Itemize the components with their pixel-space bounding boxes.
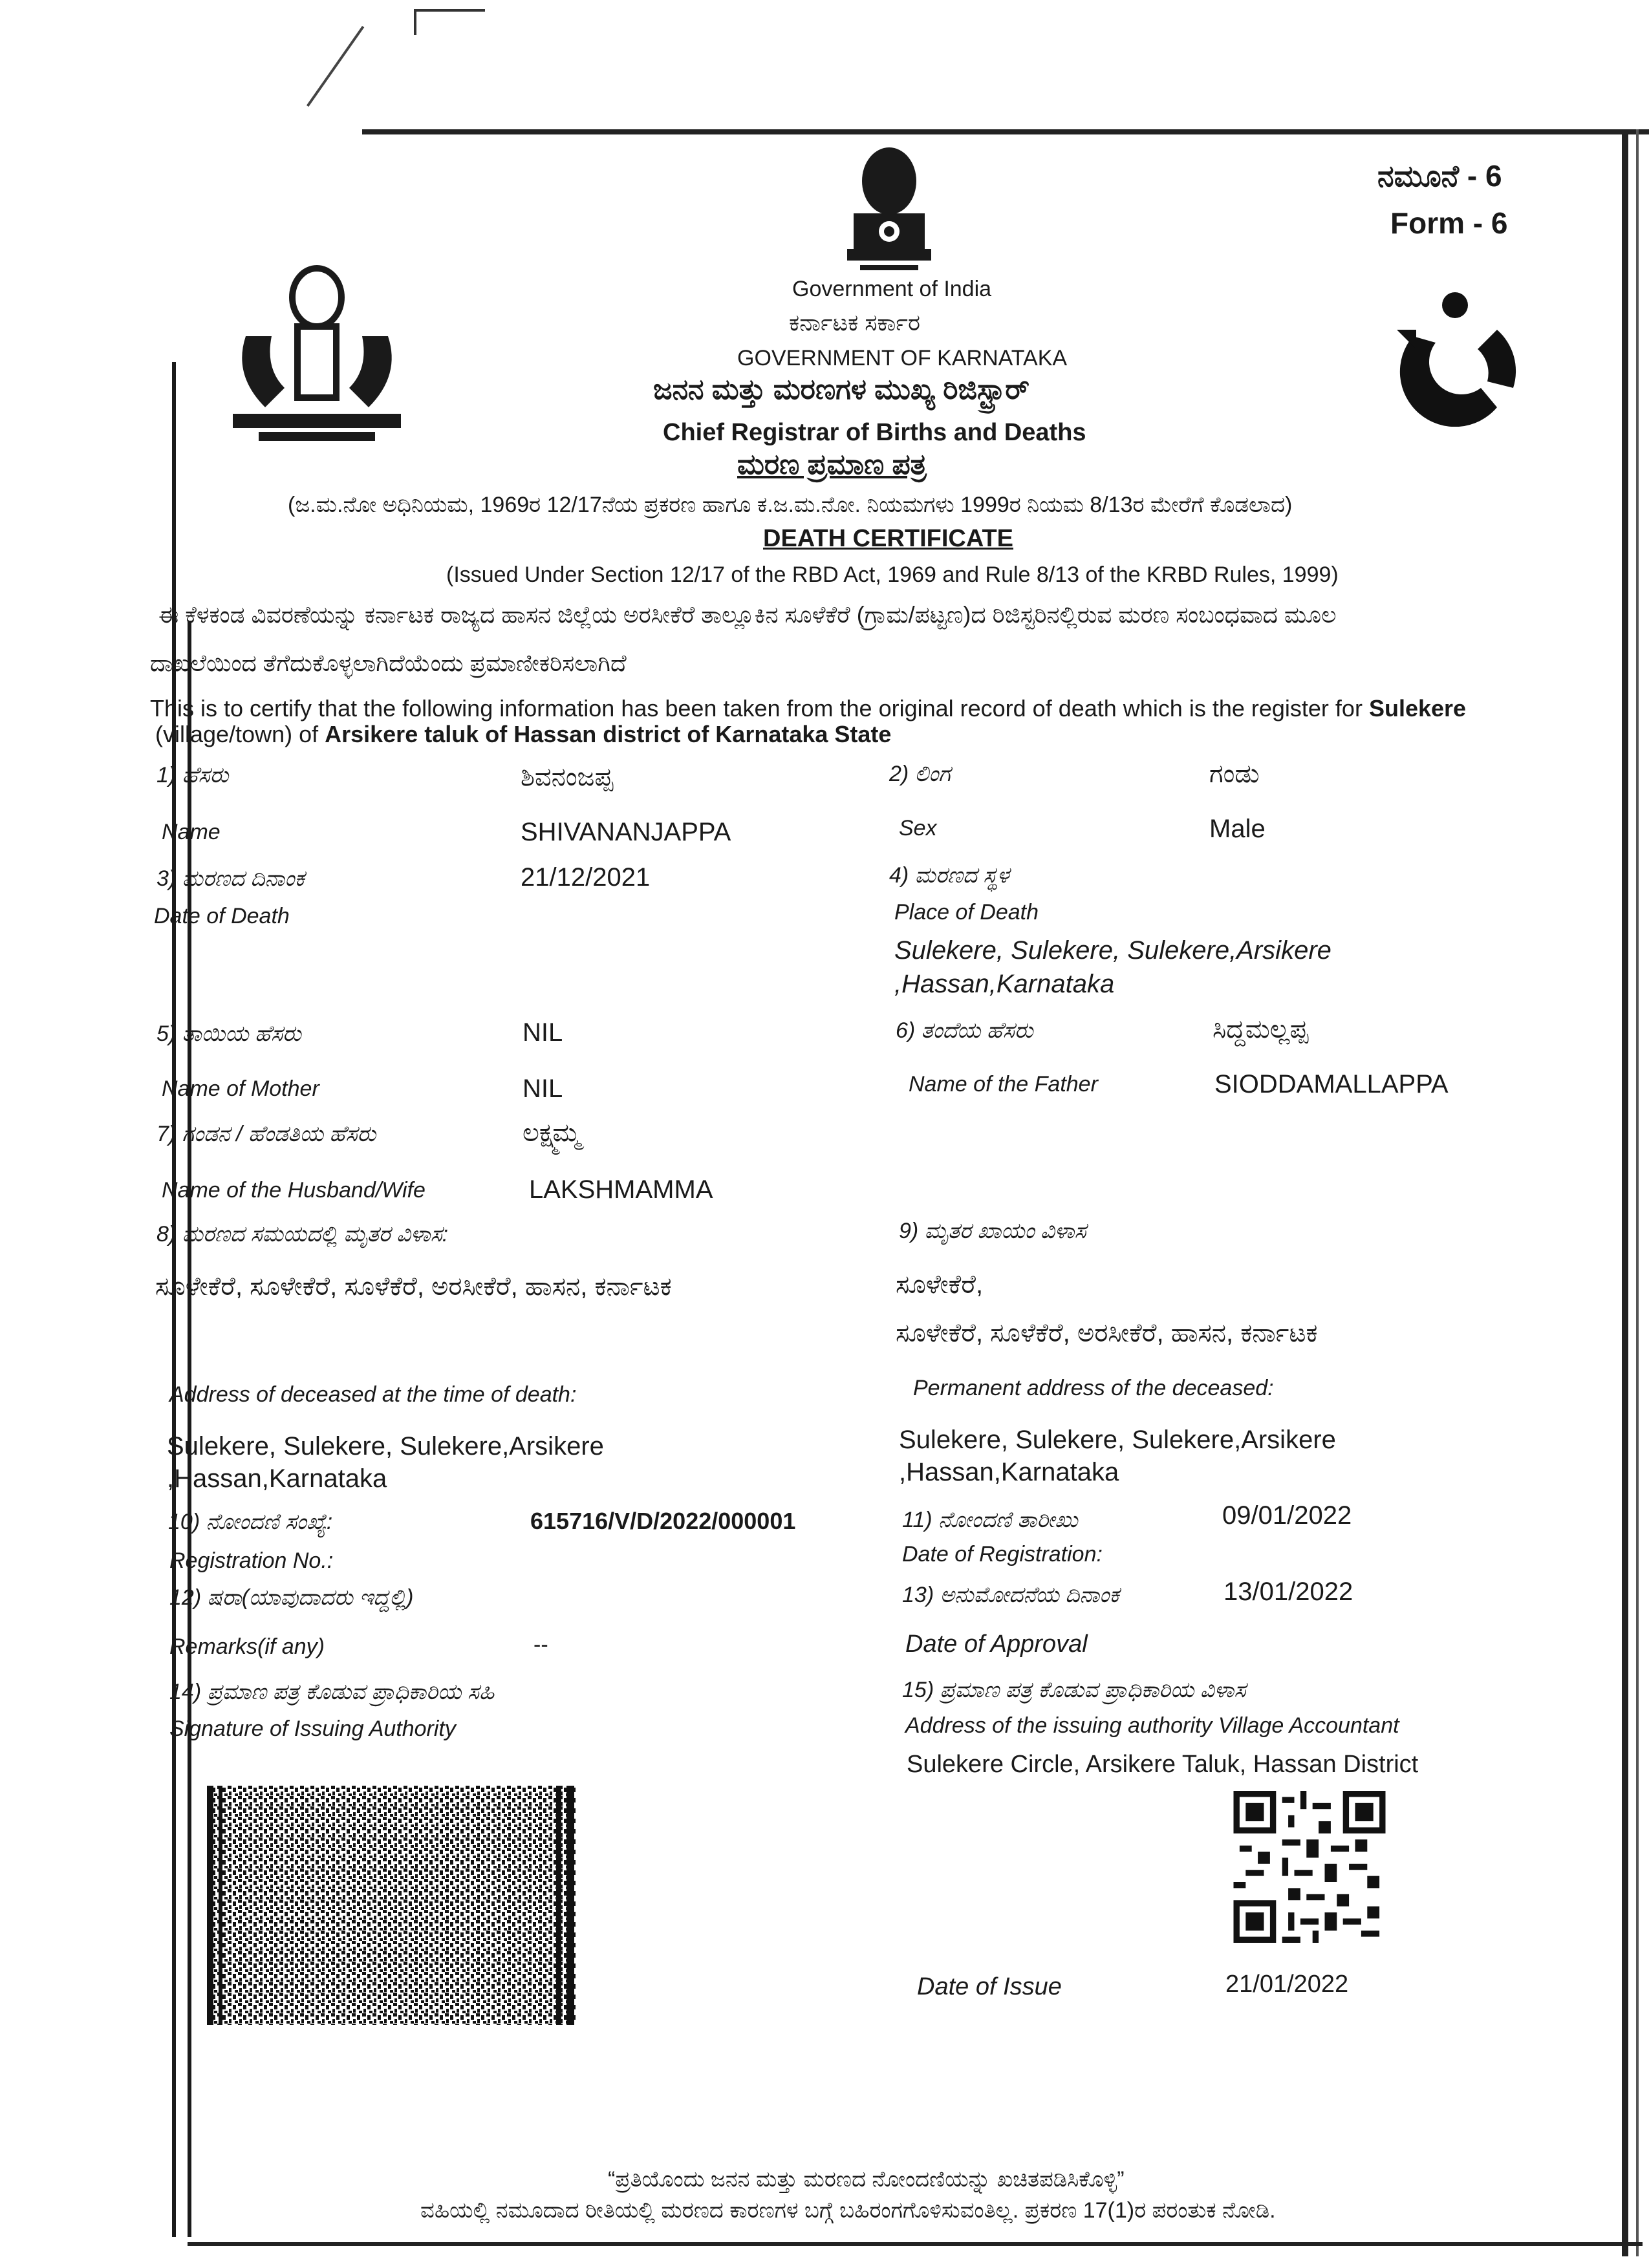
approval-label-english: Date of Approval <box>905 1631 1088 1658</box>
permanent-address-value-english-line2: ,Hassan,Karnataka <box>899 1458 1119 1486</box>
address-death-label-english: Address of deceased at the time of death: <box>169 1382 577 1407</box>
spouse-label-kannada: 7) ಗಂಡನ / ಹೆಂಡತಿಯ ಹೆಸರು <box>156 1122 376 1146</box>
mother-label-kannada: 5) ತಾಯಿಯ ಹೆಸರು <box>156 1022 301 1046</box>
scan-artifact <box>414 9 416 35</box>
date-of-death-label-kannada: 3) ಮರಣದ ದಿನಾಂಕ <box>156 866 305 891</box>
name-value-english: SHIVANANJAPPA <box>521 818 731 846</box>
remarks-label-english: Remarks(if any) <box>169 1634 325 1659</box>
registration-no-value: 615716/V/D/2022/000001 <box>530 1508 796 1534</box>
name-value-kannada: ಶಿವನಂಜಪ್ಪ <box>521 763 614 791</box>
issuing-address-label-english: Address of the issuing authority Village Accountant <box>905 1713 1399 1738</box>
registration-date-label-kannada: 11) ನೋಂದಣಿ ತಾರೀಖು <box>902 1508 1078 1532</box>
certify-english-line2: (village/town) of Arsikere taluk of Hassan district of Karnataka State <box>155 721 892 747</box>
issuing-address-label-kannada: 15) ಪ್ರಮಾಣ ಪತ್ರ ಕೊಡುವ ಪ್ರಾಧಿಕಾರಿಯ ವಿಳಾಸ <box>902 1678 1246 1702</box>
form-number-kannada: ನಮೂನೆ - 6 <box>1377 159 1502 193</box>
signature-label-kannada: 14) ಪ್ರಮಾಣ ಪತ್ರ ಕೊಡುವ ಪ್ರಾಧಿಕಾರಿಯ ಸಹಿ <box>169 1680 495 1704</box>
national-emblem-icon <box>841 142 938 278</box>
karnataka-english: GOVERNMENT OF KARNATAKA <box>737 346 1068 370</box>
father-value-english: SIODDAMALLAPPA <box>1214 1070 1449 1098</box>
father-value-kannada: ಸಿದ್ದಮಲ್ಲಪ್ಪ <box>1212 1015 1309 1043</box>
place-of-death-label-english: Place of Death <box>894 900 1039 925</box>
certificate-border-bottom <box>188 2242 1643 2246</box>
issue-date-value: 21/01/2022 <box>1225 1971 1349 1998</box>
mother-label-english: Name of Mother <box>162 1076 319 1101</box>
sex-label-english: Sex <box>899 816 937 840</box>
scan-artifact <box>307 26 364 107</box>
scan-line <box>188 621 191 2237</box>
registration-date-value: 09/01/2022 <box>1222 1501 1352 1530</box>
act-english: (Issued Under Section 12/17 of the RBD Act, 1969 and Rule 8/13 of the KRBD Rules, 1999) <box>446 562 1339 587</box>
issue-date-label: Date of Issue <box>917 1973 1062 2000</box>
certificate-title-kannada: ಮರಣ ಪ್ರಮಾಣ ಪತ್ರ <box>737 449 927 480</box>
certify-english-line1: This is to certify that the following information has been taken from the original record of death which is the register for Sulekere <box>150 695 1467 722</box>
registration-date-label-english: Date of Registration: <box>902 1542 1103 1567</box>
father-label-kannada: 6) ತಂದೆಯ ಹೆಸರು <box>896 1018 1033 1043</box>
place-of-death-value-line2: ,Hassan,Karnataka <box>894 970 1115 998</box>
name-label-kannada: 1) ಹೆಸರು <box>156 763 229 787</box>
gov-india: Government of India <box>792 277 992 301</box>
certificate-title-english: DEATH CERTIFICATE <box>763 525 1014 552</box>
footer-line1: “ಪ್ರತಿಯೊಂದು ಜನನ ಮತ್ತು ಮರಣದ ನೋಂದಣಿಯನ್ನು ಖಚಿತಪಡಿಸಿಕೊಳ್ಳಿ” <box>608 2167 1125 2192</box>
certificate-border-top <box>362 129 1649 134</box>
signature-label-english: Signature of Issuing Authority <box>169 1717 456 1741</box>
remarks-label-kannada: 12) ಷರಾ(ಯಾವುದಾದರು ಇದ್ದಲ್ಲಿ) <box>169 1585 414 1610</box>
sex-value-kannada: ಗಂಡು <box>1209 760 1260 788</box>
footer-line2: ವಹಿಯಲ್ಲಿ ನಮೂದಾದ ರೀತಿಯಲ್ಲಿ ಮರಣದ ಕಾರಣಗಳ ಬಗ್ಗೆ ಬಹಿರಂಗಗೊಳಿಸುವಂತಿಲ್ಲ. ಪ್ರಕರಣ 17(1)ರ ಪರಂತುಕ ನೋಡಿ. <box>420 2198 1276 2223</box>
name-label-english: Name <box>162 820 221 844</box>
mother-value-kannada: NIL <box>523 1018 563 1047</box>
approval-value: 13/01/2022 <box>1223 1578 1353 1606</box>
father-label-english: Name of the Father <box>909 1072 1098 1097</box>
registration-no-label-kannada: 10) ನೋಂದಣಿ ಸಂಖ್ಯೆ: <box>168 1510 333 1534</box>
permanent-address-label-kannada: 9) ಮೃತರ ಖಾಯಂ ವಿಳಾಸ <box>899 1219 1086 1243</box>
sex-value-english: Male <box>1209 815 1266 843</box>
place-of-death-label-kannada: 4) ಮರಣದ ಸ್ಥಳ <box>889 863 1009 888</box>
permanent-address-value-english-line1: Sulekere, Sulekere, Sulekere,Arsikere <box>899 1426 1336 1454</box>
address-death-value-kannada: ಸೂಳೇಕೆರೆ, ಸೂಳೇಕೆರೆ, ಸೂಳೆಕೆರೆ, ಅರಸೀಕೆರೆ, ಹಾಸನ, ಕರ್ನಾಟಕ <box>155 1272 672 1301</box>
address-death-label-kannada: 8) ಮರಣದ ಸಮಯದಲ್ಲಿ ಮೃತರ ವಿಳಾಸ: <box>156 1222 449 1246</box>
qr-code-icon <box>1229 1791 1390 1943</box>
act-kannada: (ಜ.ಮ.ನೋ ಅಧಿನಿಯಮ, 1969ರ 12/17ನೆಯ ಪ್ರಕರಣ ಹಾಗೂ ಕ.ಜ.ಮ.ನೋ. ನಿಯಮಗಳು 1999ರ ನಿಯಮ 8/13ರ ಮೇರೆಗೆ ಕೊಡಲಾದ) <box>288 493 1293 517</box>
spouse-label-english: Name of the Husband/Wife <box>162 1178 426 1203</box>
registrar-english: Chief Registrar of Births and Deaths <box>663 419 1086 446</box>
karnataka-kannada: ಕರ್ನಾಟಕ ಸರ್ಕಾರ <box>789 309 920 336</box>
barcode-icon <box>207 1786 576 2025</box>
issuing-address-value: Sulekere Circle, Arsikere Taluk, Hassan District <box>907 1751 1419 1778</box>
permanent-address-value-kannada-line1: ಸೂಳೇಕೆರೆ, <box>896 1270 984 1299</box>
certify-kannada-line2: ದಾಖಲೆಯಿಂದ ತೆಗೆದುಕೊಳ್ಳಲಾಗಿದೆಯೆಂದು ಪ್ರಮಾಣೀಕರಿಸಲಾಗಿದೆ <box>150 650 627 676</box>
certificate-border-right <box>1636 129 1639 2256</box>
sex-label-kannada: 2) ಲಿಂಗ <box>889 762 951 786</box>
karnataka-emblem-icon <box>220 259 414 446</box>
address-death-value-english-line2: ,Hassan,Karnataka <box>167 1464 387 1493</box>
permanent-address-value-kannada-line2: ಸೂಳೇಕೆರೆ, ಸೂಳೆಕೆರೆ, ಅರಸೀಕೆರೆ, ಹಾಸನ, ಕರ್ನಾಟಕ <box>896 1319 1318 1347</box>
certificate-border-right <box>1622 129 1628 2256</box>
permanent-address-label-english: Permanent address of the deceased: <box>913 1376 1274 1400</box>
date-of-death-label-english: Date of Death <box>154 904 290 928</box>
remarks-value: -- <box>534 1632 548 1657</box>
spouse-value-kannada: ಲಕ್ಷ್ಮಮ್ಮ <box>523 1118 581 1147</box>
date-of-death-value: 21/12/2021 <box>521 863 651 892</box>
approval-label-kannada: 13) ಅನುಮೋದನೆಯ ದಿನಾಂಕ <box>902 1583 1119 1607</box>
certify-kannada-line1: ಈ ಕೆಳಕಂಡ ವಿವರಣೆಯನ್ನು ಕರ್ನಾಟಕ ರಾಜ್ಯದ ಹಾಸನ ಜಿಲ್ಲೆಯ ಅರಸೀಕೆರೆ ತಾಲ್ಲೂಕಿನ ಸೂಳೆಕೆರೆ (ಗ್ರಾಮ/ಪಟ್ಟಣ)ದ ರಿಜಿಸ್ಟರಿನಲ್ಲಿರುವ ಮರಣ ಸಂಬಂಧವಾದ ಮೂಲ <box>158 601 1337 628</box>
registration-no-label-english: Registration No.: <box>169 1548 334 1573</box>
address-death-value-english-line1: Sulekere, Sulekere, Sulekere,Arsikere <box>167 1432 604 1460</box>
place-of-death-value-line1: Sulekere, Sulekere, Sulekere,Arsikere <box>894 936 1331 965</box>
registrar-kannada: ಜನನ ಮತ್ತು ಮರಣಗಳ ಮುಖ್ಯ ರಿಜಿಸ್ಟ್ರಾರ್ <box>653 374 1029 405</box>
scan-artifact <box>414 9 485 12</box>
mother-value-english: NIL <box>523 1075 563 1103</box>
crs-logo-icon <box>1384 291 1526 427</box>
spouse-value-english: LAKSHMAMMA <box>529 1175 713 1204</box>
form-number-english: Form - 6 <box>1390 206 1508 240</box>
